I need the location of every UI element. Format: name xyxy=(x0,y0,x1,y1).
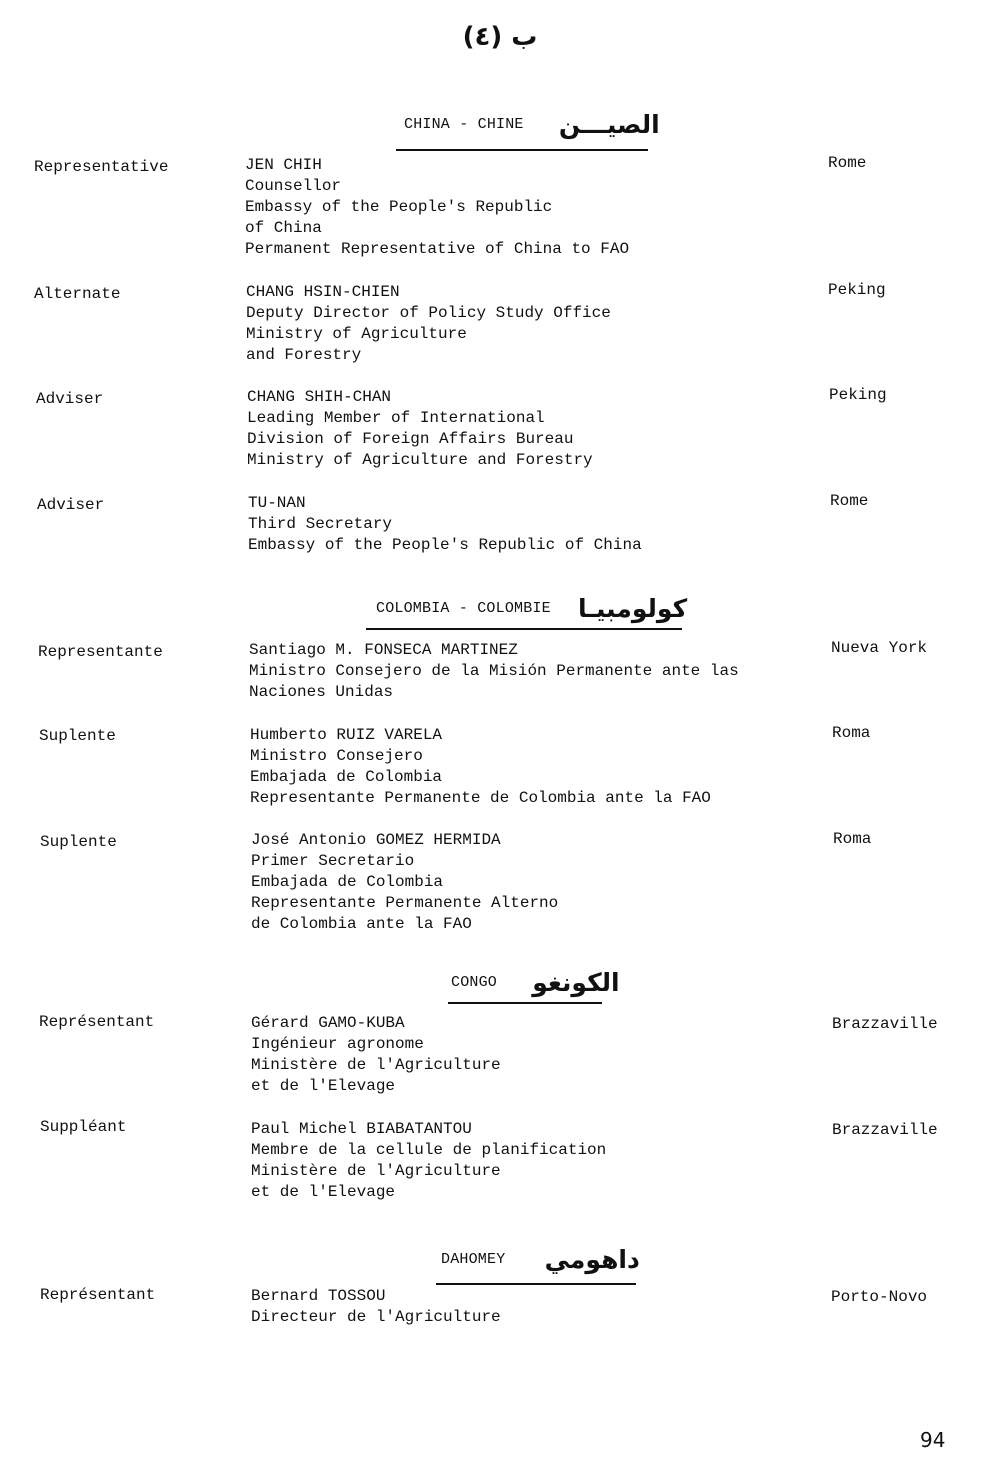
delegate-line: Permanent Representative of China to FAO xyxy=(245,240,630,258)
delegate-details xyxy=(245,155,629,260)
delegate-line: Ministère de l'Agriculture xyxy=(251,1162,501,1180)
delegate-details xyxy=(251,1013,501,1097)
delegate-name: Humberto RUIZ VARELA xyxy=(250,726,443,744)
delegate-line: Leading Member of International xyxy=(247,409,545,427)
delegate-line: Embajada de Colombia xyxy=(250,768,443,786)
delegate-line: Ministro Consejero xyxy=(250,747,423,765)
country-name-latin: DAHOMEY xyxy=(441,1251,506,1268)
heading-underline xyxy=(436,1283,636,1285)
country-name-arabic: كولومبيـا xyxy=(578,594,688,623)
delegate-city: Rome xyxy=(828,154,867,172)
country-name-arabic: الصيـــن xyxy=(558,110,660,139)
country-heading xyxy=(404,110,660,139)
delegate-name: Paul Michel BIABATANTOU xyxy=(251,1120,472,1138)
country-heading xyxy=(441,1245,640,1274)
delegate-line: Division of Foreign Affairs Bureau xyxy=(247,430,574,448)
delegate-line: Ministry of Agriculture xyxy=(246,325,467,343)
delegate-line: Directeur de l'Agriculture xyxy=(251,1308,501,1326)
delegate-role: Adviser xyxy=(37,496,105,514)
delegate-line: Embajada de Colombia xyxy=(251,873,444,891)
country-name-arabic: داهومي xyxy=(544,1245,640,1274)
delegate-details xyxy=(251,1286,501,1328)
delegate-line: of China xyxy=(245,219,322,237)
delegate-name: CHANG HSIN-CHIEN xyxy=(246,283,400,301)
delegate-details xyxy=(249,640,739,703)
heading-underline xyxy=(396,149,648,151)
delegate-role: Alternate xyxy=(34,285,121,303)
delegate-role: Suplente xyxy=(40,833,117,851)
delegate-details xyxy=(251,1119,606,1203)
delegate-line: Representante Permanente de Colombia ante la FAO xyxy=(250,789,711,807)
country-heading xyxy=(451,968,620,997)
delegate-role: Representative xyxy=(34,158,169,176)
delegate-details xyxy=(248,493,642,556)
delegate-city: Peking xyxy=(829,386,887,404)
delegate-city: Peking xyxy=(828,281,886,299)
heading-underline xyxy=(448,1002,602,1004)
delegate-line: Ministère de l'Agriculture xyxy=(251,1056,501,1074)
delegate-details xyxy=(246,282,611,366)
country-heading xyxy=(376,594,687,623)
delegate-line: Deputy Director of Policy Study Office xyxy=(246,304,611,322)
delegate-line: et de l'Elevage xyxy=(251,1183,396,1201)
country-name-arabic: الكونغو xyxy=(532,968,620,997)
delegate-role: Représentant xyxy=(39,1013,155,1031)
delegate-line: Membre de la cellule de planification xyxy=(251,1141,607,1159)
delegate-role: Représentant xyxy=(40,1286,156,1304)
delegate-name: José Antonio GOMEZ HERMIDA xyxy=(251,831,501,849)
country-name-latin: CONGO xyxy=(451,974,498,991)
delegate-city: Porto-Novo xyxy=(831,1288,928,1306)
delegate-name: CHANG SHIH-CHAN xyxy=(247,388,392,406)
delegate-name: JEN CHIH xyxy=(245,156,322,174)
page-header: ب (٤) xyxy=(462,22,538,52)
delegate-line: et de l'Elevage xyxy=(251,1077,396,1095)
delegate-name: Gérard GAMO-KUBA xyxy=(251,1014,405,1032)
delegate-details xyxy=(250,725,711,809)
delegate-line: Representante Permanente Alterno xyxy=(251,894,559,912)
delegate-role: Suplente xyxy=(39,727,116,745)
delegate-line: Primer Secretario xyxy=(251,852,415,870)
delegate-city: Brazzaville xyxy=(832,1121,938,1139)
delegate-role: Representante xyxy=(38,643,163,661)
delegate-line: Third Secretary xyxy=(248,515,393,533)
delegate-name: Santiago M. FONSECA MARTINEZ xyxy=(249,641,518,659)
delegate-city: Brazzaville xyxy=(832,1015,938,1033)
delegate-name: Bernard TOSSOU xyxy=(251,1287,386,1305)
delegate-line: Embassy of the People's Republic of China xyxy=(248,536,642,554)
delegate-line: Ministro Consejero de la Misión Permanente ante las xyxy=(249,662,739,680)
delegate-line: de Colombia ante la FAO xyxy=(251,915,472,933)
delegate-city: Nueva York xyxy=(831,639,928,657)
delegate-line: and Forestry xyxy=(246,346,362,364)
delegate-line: Ingénieur agronome xyxy=(251,1035,424,1053)
delegate-details xyxy=(247,387,593,471)
delegate-role: Suppléant xyxy=(40,1118,127,1136)
delegate-role: Adviser xyxy=(36,390,104,408)
delegate-city: Rome xyxy=(830,492,869,510)
country-name-latin: COLOMBIA - COLOMBIE xyxy=(376,600,551,617)
delegate-line: Counsellor xyxy=(245,177,342,195)
delegate-city: Roma xyxy=(833,830,872,848)
page-number: 94 xyxy=(920,1428,946,1452)
delegate-details xyxy=(251,830,558,935)
country-name-latin: CHINA - CHINE xyxy=(404,116,524,133)
delegate-name: TU-NAN xyxy=(248,494,306,512)
heading-underline xyxy=(366,628,682,630)
delegate-line: Ministry of Agriculture and Forestry xyxy=(247,451,593,469)
delegate-city: Roma xyxy=(832,724,871,742)
delegate-line: Naciones Unidas xyxy=(249,683,394,701)
delegate-line: Embassy of the People's Republic xyxy=(245,198,553,216)
